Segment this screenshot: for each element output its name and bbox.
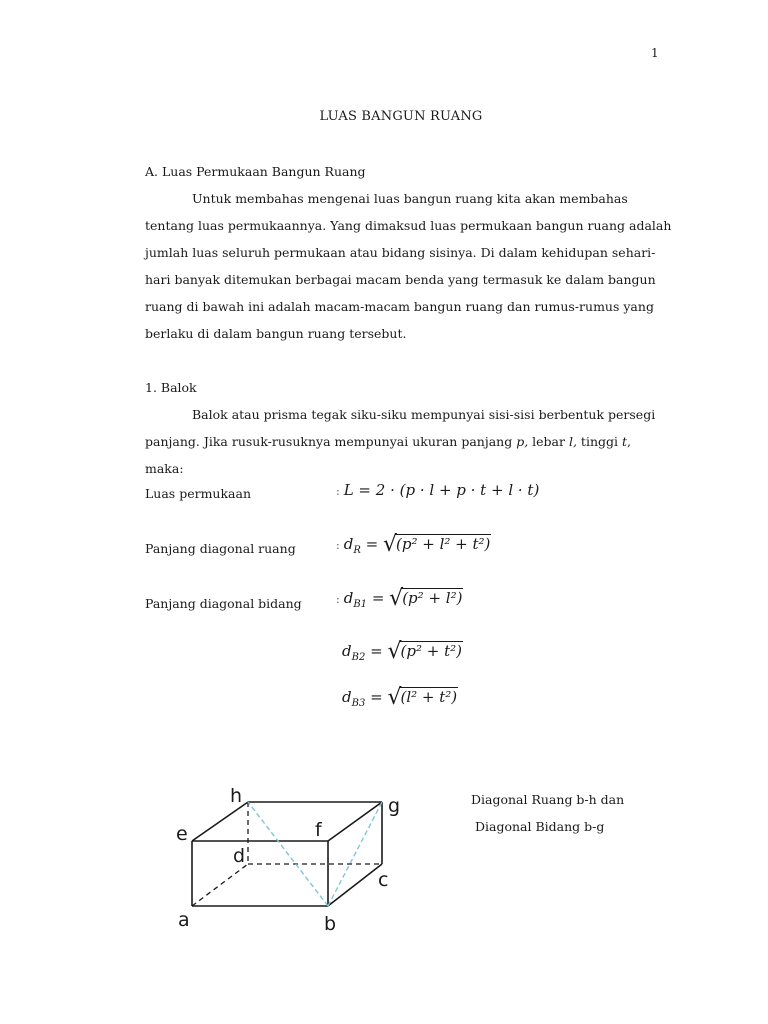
diagonal-bidang-b-g xyxy=(328,802,382,906)
formula-luas-text: L = 2 · (p · l + p · t + l · t) xyxy=(343,481,540,499)
label-luas-permukaan: Luas permukaan xyxy=(145,486,251,501)
tinggi-text: tinggi xyxy=(576,434,622,449)
paragraph-line: hari banyak ditemukan berbagai macam benda yang termasuk ke dalam bangun xyxy=(145,272,656,287)
radical-symbol: √ xyxy=(387,639,402,664)
db3-sub: B3 xyxy=(351,698,366,709)
balok-paragraph-line xyxy=(145,434,631,449)
label-diagonal-ruang: Panjang diagonal ruang xyxy=(145,541,296,556)
label-diagonal-bidang: Panjang diagonal bidang xyxy=(145,596,302,611)
db3-lhs: d xyxy=(342,688,352,706)
balok-line2-prefix: panjang. Jika rusuk-rusuknya mempunyai ukuran panjang xyxy=(145,434,517,449)
diagonal-ruang-b-h xyxy=(248,802,328,906)
edge-g-f xyxy=(328,802,382,841)
paragraph-line: Untuk membahas mengenai luas bangun ruang kita akan membahas xyxy=(192,191,628,206)
edge-e-h xyxy=(192,802,248,841)
vertex-label-e: e xyxy=(176,823,188,845)
radical-symbol: √ xyxy=(382,532,398,557)
colon: : xyxy=(336,485,340,498)
paragraph-line: ruang di bawah ini adalah macam-macam bangun ruang dan rumus-rumus yang xyxy=(145,299,654,314)
radical-symbol: √ xyxy=(389,586,404,611)
page-number: 1 xyxy=(651,46,659,60)
formula-diagonal-ruang xyxy=(336,530,491,556)
equals: = xyxy=(365,535,379,553)
balok-paragraph-line: Balok atau prisma tegak siku-siku mempunyai sisi-sisi berbentuk persegi xyxy=(192,407,656,422)
diagram-caption-line1: Diagonal Ruang b-h dan xyxy=(471,792,625,807)
db2-lhs: d xyxy=(342,642,352,660)
hidden-edge-a-d xyxy=(192,864,248,906)
dr-body: (p² + l² + t²) xyxy=(396,535,491,553)
radical-symbol: √ xyxy=(387,685,402,710)
maka-text: maka: xyxy=(145,461,184,476)
formula-diagonal-bidang-1 xyxy=(336,584,463,610)
page-title: LUAS BANGUN RUANG xyxy=(319,109,483,124)
dr-lhs: d xyxy=(343,535,354,553)
equals: = xyxy=(370,642,383,660)
paragraph-line: tentang luas permukaannya. Yang dimaksud luas permukaan bangun ruang adalah xyxy=(145,218,672,233)
vertex-label-a: a xyxy=(178,909,190,931)
formula-diagonal-bidang-3 xyxy=(342,683,458,709)
dr-sub: R xyxy=(353,545,361,556)
formula-diagonal-bidang-2 xyxy=(342,637,463,663)
section-heading: A. Luas Permukaan Bangun Ruang xyxy=(145,164,366,179)
db1-sub: B1 xyxy=(353,599,368,610)
db1-body: (p² + l²) xyxy=(402,589,463,607)
edge-c-b xyxy=(328,864,382,906)
db2-sub: B2 xyxy=(351,652,366,663)
vertex-label-b: b xyxy=(324,913,337,935)
vertex-label-g: g xyxy=(388,795,401,817)
vertex-label-h: h xyxy=(230,785,243,807)
db1-lhs: d xyxy=(343,589,354,607)
colon: : xyxy=(336,593,340,606)
subheading-balok: 1. Balok xyxy=(145,380,197,395)
equals: = xyxy=(370,688,383,706)
vertex-label-d: d xyxy=(233,845,246,867)
lebar-text: lebar xyxy=(528,434,569,449)
cuboid-diagram xyxy=(170,778,420,938)
db2-body: (p² + t²) xyxy=(400,642,462,660)
diagram-caption-line2: Diagonal Bidang b-g xyxy=(475,819,605,834)
formula-luas xyxy=(336,481,539,499)
paragraph-line: jumlah luas seluruh permukaan atau bidang sisinya. Di dalam kehidupan sehari- xyxy=(145,245,656,260)
colon: : xyxy=(336,539,340,552)
var-p: p, xyxy=(516,434,529,449)
paragraph-line: berlaku di dalam bangun ruang tersebut. xyxy=(145,326,407,341)
comma: , xyxy=(627,434,631,449)
vertex-label-f: f xyxy=(315,819,322,841)
vertex-label-c: c xyxy=(378,869,389,891)
var-l: l, xyxy=(568,434,577,449)
db3-body: (l² + t²) xyxy=(400,688,458,706)
equals: = xyxy=(371,589,385,607)
var-t: t xyxy=(621,434,628,449)
